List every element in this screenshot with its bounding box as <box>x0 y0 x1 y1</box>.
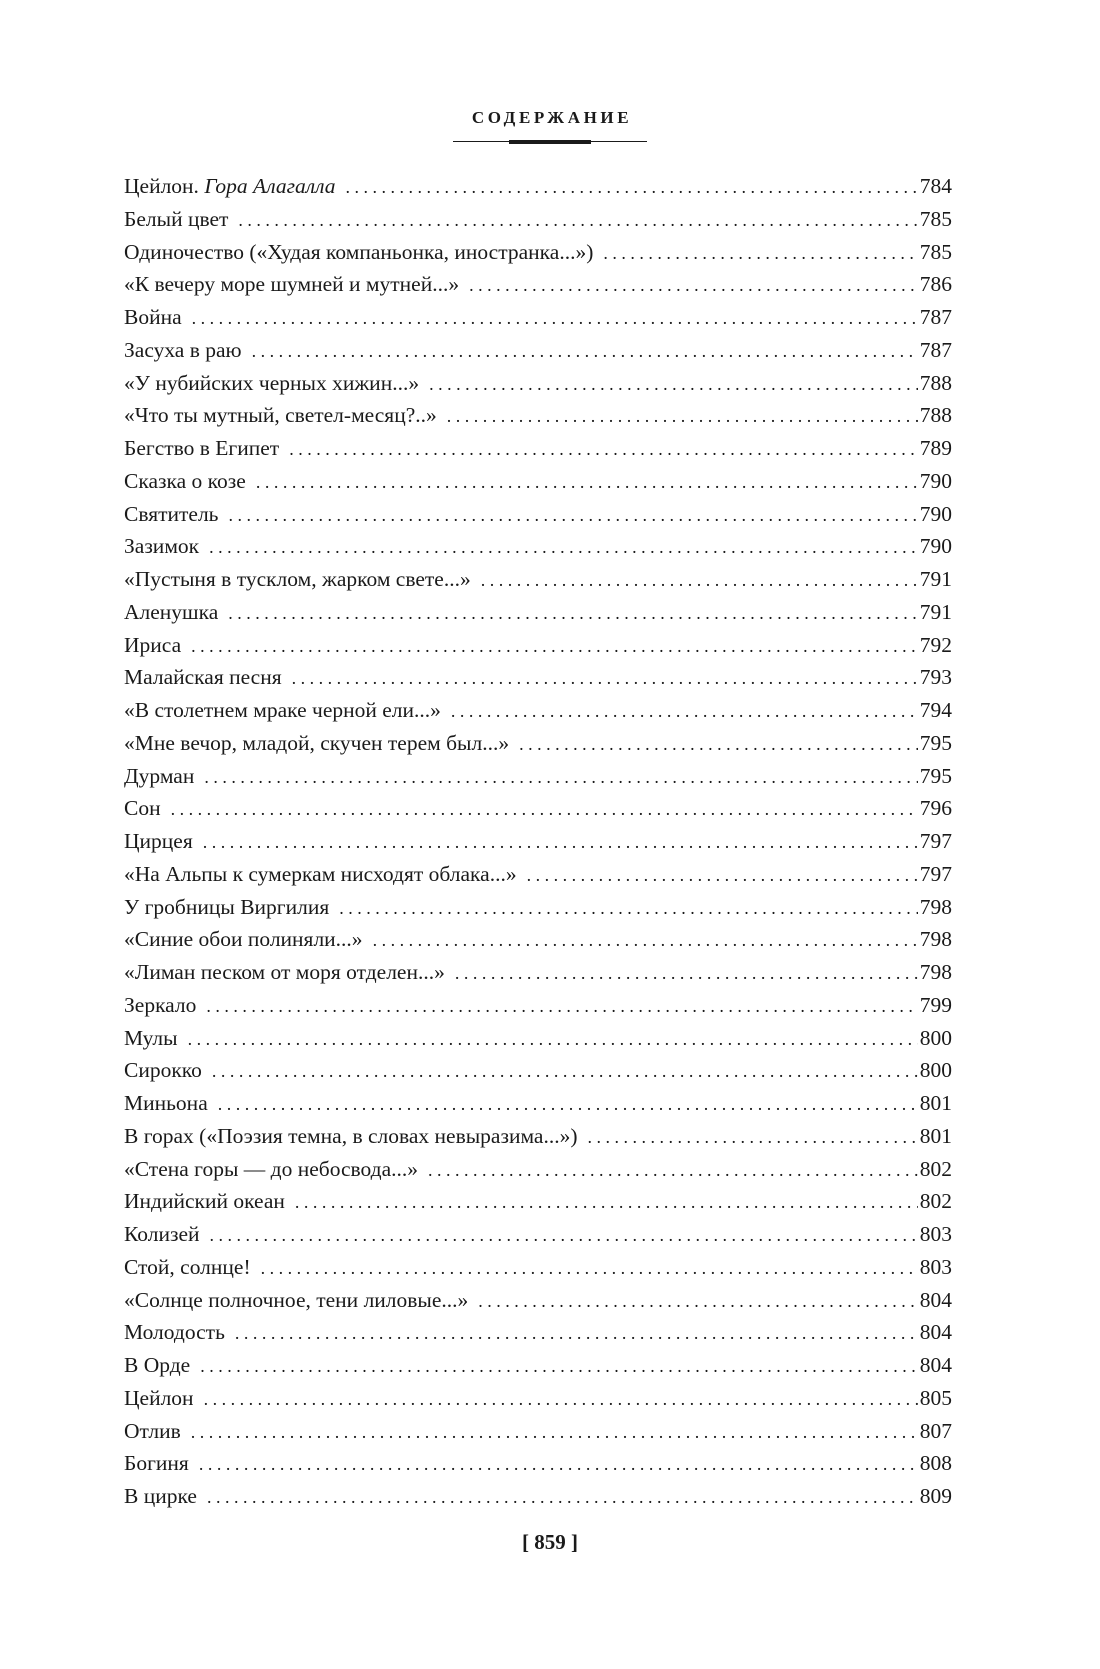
toc-entry <box>124 661 952 694</box>
toc-entry-title-text: Бегство в Египет <box>124 436 280 460</box>
toc-entry <box>124 1185 952 1218</box>
dot-leader <box>447 400 918 433</box>
toc-entry <box>124 530 952 563</box>
toc-entry <box>124 301 952 334</box>
toc-entry <box>124 1316 952 1349</box>
section-title: СОДЕРЖАНИЕ <box>471 108 633 127</box>
toc-entry-title-text: «Мне вечор, младой, скучен терем был...» <box>124 730 510 755</box>
toc-entry-title-text: Засуха в раю <box>124 337 242 362</box>
dot-leader <box>429 368 918 401</box>
dot-leader <box>588 1121 918 1154</box>
toc-entry-title-text: Молодость <box>124 1320 225 1345</box>
toc-entry-title-text: «На Альпы к сумеркам нисходят облака...» <box>124 861 517 886</box>
toc-entry-page: 800 <box>919 1025 952 1050</box>
toc-entry-page: 792 <box>919 632 952 657</box>
toc-entry-title <box>124 792 161 825</box>
toc-entry-page: 797 <box>919 829 952 853</box>
toc-entry-page: 809 <box>919 1484 952 1508</box>
toc-entry <box>124 858 952 891</box>
toc-entry-title-text: Цейлон <box>124 1385 194 1410</box>
toc-entry-title-text: Белый цвет <box>124 206 229 231</box>
toc-entry <box>124 989 952 1022</box>
toc-entry <box>124 1447 952 1480</box>
toc-entry <box>124 1415 952 1448</box>
toc-entry <box>124 170 952 203</box>
toc-entry-title <box>124 1120 578 1153</box>
toc-entry <box>124 1251 952 1284</box>
toc-entry-title <box>124 465 246 498</box>
dot-leader <box>339 892 918 925</box>
toc-entry-title-text: Дурман <box>124 763 195 788</box>
toc-entry <box>124 956 952 989</box>
dot-leader <box>207 1481 918 1514</box>
dot-leader <box>206 990 917 1023</box>
toc-entry <box>124 1349 952 1382</box>
toc-entry-title-text: Миньона <box>124 1091 208 1115</box>
toc-entry <box>124 465 952 498</box>
toc-entry-title-text: Война <box>124 305 182 329</box>
dot-leader <box>527 859 918 892</box>
toc-entry-title <box>124 498 218 531</box>
toc-entry-title-text: В горах («Поэзия темна, в словах невыразима...») <box>124 1123 578 1148</box>
toc-entry <box>124 923 952 956</box>
dot-leader <box>212 1055 918 1088</box>
toc-entry <box>124 1120 952 1153</box>
toc-entry-title <box>124 1218 200 1251</box>
toc-entry-title <box>124 891 329 924</box>
toc-entry-title-text: «Лиман песком от моря отделен...» <box>124 960 445 984</box>
toc-entry-title-text: Богиня <box>124 1451 189 1476</box>
dot-leader <box>261 1252 918 1285</box>
toc-entry-title-text: «Стена горы — до небосвода...» <box>124 1156 419 1181</box>
toc-entry <box>124 596 952 629</box>
toc-entry-page: 804 <box>919 1320 952 1345</box>
toc-entry-page: 787 <box>919 305 952 329</box>
toc-entry <box>124 1087 952 1120</box>
toc-entry-title <box>124 1382 194 1415</box>
table-of-contents <box>124 170 952 1513</box>
dot-leader <box>292 662 918 695</box>
toc-entry-title-text: У гробницы Виргилия <box>124 894 330 919</box>
toc-entry-page: 796 <box>919 796 952 821</box>
dot-leader <box>455 957 918 990</box>
toc-entry-title-text: Сон <box>124 796 161 821</box>
toc-entry-title <box>124 596 218 629</box>
toc-entry <box>124 1218 952 1251</box>
toc-entry-title-text: Зеркало <box>124 992 197 1017</box>
toc-entry-page: 795 <box>919 730 952 755</box>
toc-entry <box>124 1480 952 1513</box>
dot-leader <box>199 1448 918 1481</box>
toc-entry <box>124 727 952 760</box>
toc-entry-title-text: «Пустыня в тусклом, жарком свете...» <box>124 567 471 591</box>
toc-entry-page: 788 <box>919 403 952 428</box>
toc-entry-page: 803 <box>919 1222 952 1246</box>
toc-entry <box>124 334 952 367</box>
dot-leader <box>209 531 918 564</box>
toc-entry-title <box>124 1480 197 1513</box>
toc-entry-page: 785 <box>919 239 952 264</box>
toc-entry <box>124 792 952 825</box>
dot-leader <box>428 1154 918 1187</box>
toc-entry <box>124 1284 952 1317</box>
toc-entry-page: 798 <box>919 927 952 952</box>
toc-entry-page: 804 <box>919 1353 952 1377</box>
toc-entry-title <box>124 1349 190 1382</box>
toc-entry <box>124 1153 952 1186</box>
toc-entry-title-text: «В столетнем мраке черной ели...» <box>124 698 441 722</box>
toc-entry <box>124 760 952 793</box>
dot-leader <box>256 466 918 499</box>
toc-entry-page: 807 <box>919 1418 952 1443</box>
toc-entry-page: 791 <box>919 567 952 591</box>
toc-entry-page: 785 <box>919 206 952 231</box>
toc-entry-title-text: Аленушка <box>124 599 219 624</box>
toc-entry-title-text: Колизей <box>124 1222 200 1246</box>
dot-leader <box>218 1088 918 1121</box>
toc-entry-title-text: Ириса <box>124 632 182 657</box>
toc-entry-title-italic: Гора Алагалла <box>204 174 336 198</box>
toc-entry <box>124 629 952 662</box>
toc-entry-title-text: Сказка о козе <box>124 468 246 493</box>
toc-entry-title-text: «У нубийских черных хижин...» <box>124 370 420 395</box>
toc-entry-page: 790 <box>919 468 952 493</box>
toc-entry-title-text: Отлив <box>124 1418 181 1443</box>
dot-leader <box>478 1285 917 1318</box>
toc-entry-title-text: Малайская песня <box>124 665 282 690</box>
toc-entry-title-text: Индийский океан <box>124 1189 285 1214</box>
toc-entry-title <box>124 236 593 269</box>
header-divider-thick-bar <box>509 140 591 144</box>
dot-leader <box>481 564 918 597</box>
toc-entry-page: 797 <box>919 861 952 886</box>
dot-leader <box>228 499 917 532</box>
toc-entry <box>124 1054 952 1087</box>
dot-leader <box>192 302 918 335</box>
toc-entry <box>124 1382 952 1415</box>
toc-entry-title-text: В Орде <box>124 1353 191 1377</box>
toc-entry-title <box>124 858 517 891</box>
toc-entry-title-text: В цирке <box>124 1484 197 1508</box>
toc-entry-title <box>124 1087 208 1120</box>
dot-leader <box>200 1350 918 1383</box>
toc-entry-title <box>124 334 242 367</box>
toc-entry-page: 803 <box>919 1254 952 1279</box>
toc-entry-title <box>124 1447 189 1480</box>
toc-entry-page: 788 <box>919 370 952 395</box>
toc-entry-page: 801 <box>919 1091 952 1115</box>
toc-entry-title-text: «К вечеру море шумней и мутней...» <box>124 272 460 297</box>
toc-entry-title <box>124 989 196 1022</box>
toc-entry-title <box>124 367 419 400</box>
dot-leader <box>171 793 918 826</box>
toc-entry-title <box>124 1284 468 1317</box>
toc-entry <box>124 367 952 400</box>
toc-entry-page: 805 <box>919 1385 952 1410</box>
toc-entry-title <box>124 1054 202 1087</box>
toc-entry-title-text: Цирцея <box>124 829 193 853</box>
toc-entry-page: 793 <box>919 665 952 690</box>
toc-entry-page: 798 <box>919 960 952 984</box>
toc-entry-title <box>124 203 228 236</box>
dot-leader <box>188 1023 918 1056</box>
toc-entry <box>124 498 952 531</box>
dot-leader <box>373 924 918 957</box>
toc-entry-page: 798 <box>919 894 952 919</box>
toc-entry-title <box>124 760 194 793</box>
toc-entry-page: 789 <box>919 436 952 460</box>
toc-entry-page: 800 <box>919 1058 952 1083</box>
toc-entry-title <box>124 1022 178 1055</box>
toc-entry-title <box>124 1185 285 1218</box>
toc-entry-title-text: «Синие обои полиняли...» <box>124 927 363 952</box>
dot-leader <box>451 695 918 728</box>
toc-entry <box>124 399 952 432</box>
toc-entry-title <box>124 727 509 760</box>
toc-entry-page: 794 <box>919 698 952 722</box>
toc-entry-title <box>124 301 182 334</box>
dot-leader <box>204 761 917 794</box>
toc-entry-title <box>124 661 282 694</box>
toc-entry <box>124 203 952 236</box>
dot-leader <box>289 433 918 466</box>
toc-entry-page: 804 <box>919 1287 952 1312</box>
dot-leader <box>203 826 918 859</box>
toc-entry-title-text: «Солнце полночное, тени лиловые...» <box>124 1287 469 1312</box>
toc-entry-page: 795 <box>919 763 952 788</box>
toc-entry-title <box>124 694 441 727</box>
page-number: [ 859 ] <box>522 1530 578 1554</box>
toc-entry-page: 786 <box>919 272 952 297</box>
dot-leader <box>228 597 917 630</box>
toc-entry-title-text: Зазимок <box>124 534 200 559</box>
toc-entry-title <box>124 170 335 203</box>
toc-entry-page: 784 <box>919 174 952 198</box>
toc-entry-title <box>124 1251 251 1284</box>
toc-entry-title <box>124 432 279 465</box>
toc-entry-title <box>124 399 437 432</box>
dot-leader <box>204 1383 918 1416</box>
toc-entry <box>124 891 952 924</box>
dot-leader <box>191 630 918 663</box>
toc-entry-title <box>124 1316 225 1349</box>
toc-entry-page: 802 <box>919 1189 952 1214</box>
toc-entry-page: 799 <box>919 992 952 1017</box>
toc-entry-title <box>124 923 363 956</box>
toc-entry-title <box>124 530 199 563</box>
toc-entry-page: 790 <box>919 501 952 526</box>
toc-entry <box>124 563 952 596</box>
toc-entry-title <box>124 563 471 596</box>
toc-entry-title <box>124 268 459 301</box>
dot-leader <box>519 728 918 761</box>
toc-entry <box>124 236 952 269</box>
toc-entry-title-text: Цейлон. <box>124 174 205 198</box>
toc-entry-title <box>124 956 445 989</box>
toc-entry-title <box>124 629 181 662</box>
toc-entry-page: 801 <box>919 1123 952 1148</box>
dot-leader <box>191 1416 918 1449</box>
toc-entry-title-text: «Что ты мутный, светел-месяц?..» <box>124 403 437 428</box>
page-header <box>0 108 1100 146</box>
toc-entry-title-text: Мулы <box>124 1025 178 1050</box>
toc-entry-title <box>124 825 193 858</box>
dot-leader <box>238 204 917 237</box>
toc-entry-page: 808 <box>919 1451 952 1476</box>
dot-leader <box>295 1186 918 1219</box>
dot-leader <box>252 335 918 368</box>
dot-leader <box>210 1219 918 1252</box>
toc-entry <box>124 694 952 727</box>
toc-entry-title <box>124 1153 418 1186</box>
toc-entry-title <box>124 1415 181 1448</box>
toc-entry <box>124 825 952 858</box>
dot-leader <box>235 1317 918 1350</box>
toc-entry-title-text: Святитель <box>124 501 219 526</box>
toc-entry-page: 790 <box>919 534 952 559</box>
toc-entry <box>124 268 952 301</box>
dot-leader <box>603 237 917 270</box>
toc-entry-title-text: Сирокко <box>124 1058 202 1083</box>
toc-entry <box>124 432 952 465</box>
toc-entry-title-text: Стой, солнце! <box>124 1254 251 1279</box>
dot-leader <box>345 171 917 204</box>
toc-entry-page: 802 <box>919 1156 952 1181</box>
toc-entry <box>124 1022 952 1055</box>
dot-leader <box>469 269 918 302</box>
toc-entry-page: 791 <box>919 599 952 624</box>
toc-entry-title-text: Одиночество («Худая компаньонка, иностранка...») <box>124 239 594 264</box>
header-divider <box>453 138 647 146</box>
toc-entry-page: 787 <box>919 337 952 362</box>
